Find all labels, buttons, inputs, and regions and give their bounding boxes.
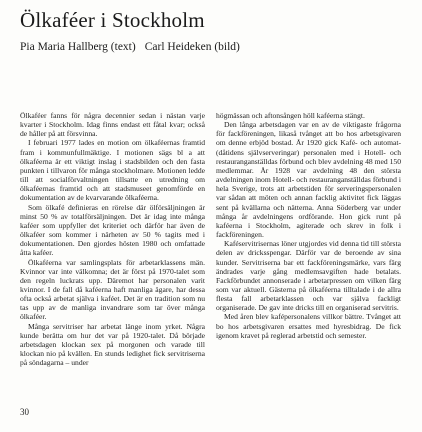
author-writer: Pia Maria Hallberg (text) [20,41,136,53]
paragraph: Med åren blev kafépersonalens villkor bättre. Tvånget att bo hos arbetsgivaren ersattes med hyresbidrag. De fick igenom kravet på reglerad arbetstid och semester. [216,312,401,340]
byline [20,41,240,53]
paragraph: Ölkaféer fanns för några decennier sedan i nästan varje kvarter i Stockholm. Idag finns endast ett fåtal kvar; också de håller på att försvinna. [20,111,205,139]
page-number: 30 [20,407,29,417]
paragraph: Kaféservitrisernas löner utgjordes vid denna tid till största delen av dricksspengar. Därför var de beroende av sina kunder. Servitriserna bar ett fackföreningsmärke, vars färg ändrades varje gång medlemsavgiften hade betalats. Fackförbundet annonserade i arbetarpressen om vilken färg som var aktuell. Gästerna på ölkaféerna tilltalade i de allra flesta fall arbetarklassen och var själva fackligt organiserade. De gav inte dricks till en organiserad servitris. [216,239,401,313]
paragraph: högmässan och aftonsången höll kaféerna stängt. [216,111,365,120]
paragraph: Som ölkafé definieras en rörelse där ölförsäljningen är minst 50 % av totalförsäljningen. Det är idag inte många kaféer som uppfyller det kriteriet och därför har även de ölkaféer som kommer i närheten av 50 % tagits med i dokumentationen. Den gjordes hösten 1980 och omfattade åtta kaféer. [20,202,205,258]
author-photographer: Carl Heideken (bild) [144,41,240,53]
paragraph: Många servitriser har arbetat länge inom yrket. Några kunde berätta om hur det var på 1920-talet. Då började arbetsdagen klockan sex på morgonen och varade till klockan nio på kvällen. En stunds ledighet fick servitriserna på söndagarna – under [20,321,205,368]
right-column [216,111,401,340]
paragraph: Ölkaféerna var samlingsplats för arbetarklassens män. Kvinnor var inte välkomna; det är först på 1970-talet som den regeln luckrats upp. Däremot har personalen varit kvinnor. I de fall då kaféerna haft manliga ägare, har dessa ofta också arbetat själva i kaféet. Det är en tradition som nu tas upp av de manliga invandrare som tar över många ölkaféer. [20,257,205,322]
left-column [20,111,205,367]
article-title: Ölkaféer i Stockholm [20,8,205,32]
paragraph: Den långa arbetsdagen var en av de viktigaste frågorna för fackföreningen, likaså tvånget att bo hos arbetsgivaren om denne erbjöd bostad. År 1920 gick Kafé- och automat- (dåtidens självserveringar) personalen med i Hotell- och restauranganställdas förbund och blev avdelning 48 med 150 medlemmar. År 1928 var avdelning 48 den största avdelningen inom Hotell- och restauranganställdas förbund i hela Sverige, trots att arbetstiden för serveringspersonalen var sådan att möten och annan facklig aktivitet fick läggas sent på kvällarna och nätterna. Anna Söderberg var under många år avdelningens ordförande. Hon gick runt på kaféerna i Stockholm, agiterade och skrev in folk i fackföreningen. [216,120,401,240]
paragraph: I februari 1977 lades en motion om ölkaféernas framtid fram i kommunfullmäktige. I motionen sägs bl a att ölkaféerna är ett viktigt inslag i stadsbilden och den fasta punkten i tillvaron för många stockholmare. Motionen ledde till att socialförvaltningen tillsatte en utredning om ölkaféernas framtid och att stadsmuseet genomförde en dokumentation av de kvarvarande ölkaféerna. [20,138,205,203]
